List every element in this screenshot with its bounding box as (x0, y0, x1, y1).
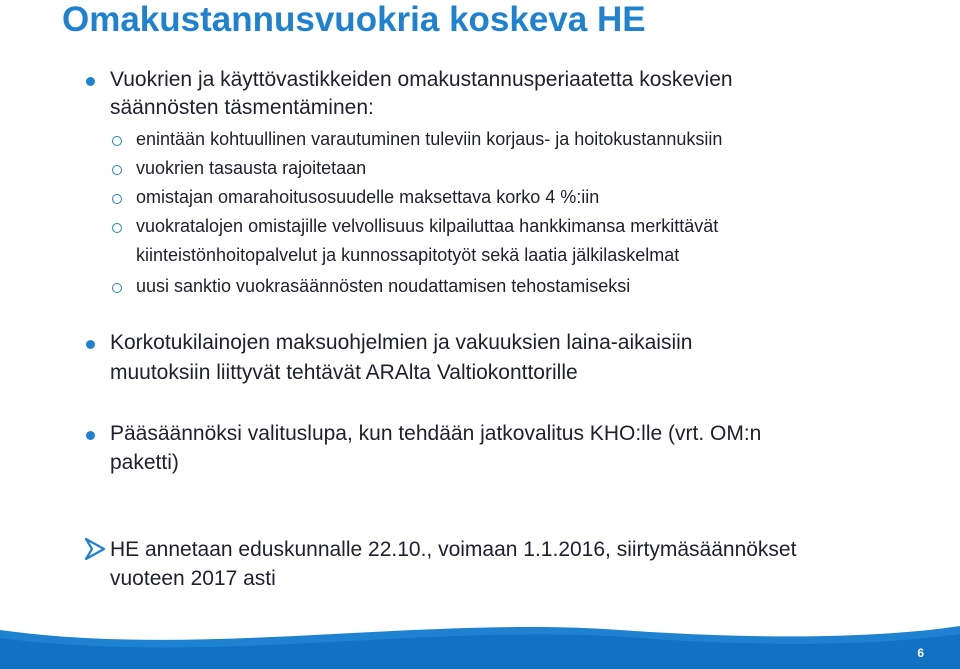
main-bullet-text: Korkotukilainojen maksuohjelmien ja vakuuksien laina-aikaisiin (110, 331, 693, 354)
sub-bullet-text: kiinteistönhoitopalvelut ja kunnossapitotyöt sekä laatia jälkilaskelmat (136, 245, 680, 265)
main-bullet-text: säännösten täsmentäminen: (110, 96, 374, 119)
sub-bullet-ring-icon (112, 165, 122, 175)
main-bullet-text: HE annetaan eduskunnalle 22.10., voimaan 1.1.2016, siirtymäsäännökset (110, 538, 797, 561)
sub-bullet-text: vuokratalojen omistajille velvollisuus kilpailuttaa hankkimansa merkittävät (136, 216, 719, 236)
sub-bullet-ring-icon (112, 136, 122, 146)
sub-bullet-ring-icon (112, 223, 122, 233)
sub-bullet-text: vuokrien tasausta rajoitetaan (136, 158, 367, 178)
sub-bullet-ring-icon (112, 194, 122, 204)
main-bullet-text: Pääsäännöksi valituslupa, kun tehdään jatkovalitus KHO:lle (vrt. OM:n (110, 422, 762, 445)
main-bullet-text: Vuokrien ja käyttövastikkeiden omakustannusperiaatetta koskevien (110, 68, 733, 91)
bullet-dot-icon (86, 77, 95, 86)
page-number: 6 (917, 646, 924, 660)
bullet-dot-icon (86, 340, 95, 349)
footer-wave (0, 608, 960, 669)
bullet-dot-icon (86, 431, 95, 440)
sub-bullet-text: uusi sanktio vuokrasäännösten noudattamisen tehostamiseksi (136, 276, 631, 296)
sub-bullet-text: enintään kohtuullinen varautuminen tuleviin korjaus- ja hoitokustannuksiin (136, 129, 723, 149)
main-bullet-text: vuoteen 2017 asti (110, 567, 276, 590)
main-bullet-text: muutoksiin liittyvät tehtävät ARAlta Valtiokonttorille (110, 361, 578, 384)
page-title: Omakustannusvuokria koskeva HE (62, 0, 646, 39)
sub-bullet-text: omistajan omarahoitusosuudelle maksettava korko 4 %:iin (136, 187, 600, 207)
main-bullet-text: paketti) (110, 451, 179, 474)
arrow-bullet-icon (84, 537, 106, 561)
sub-bullet-ring-icon (112, 283, 122, 293)
